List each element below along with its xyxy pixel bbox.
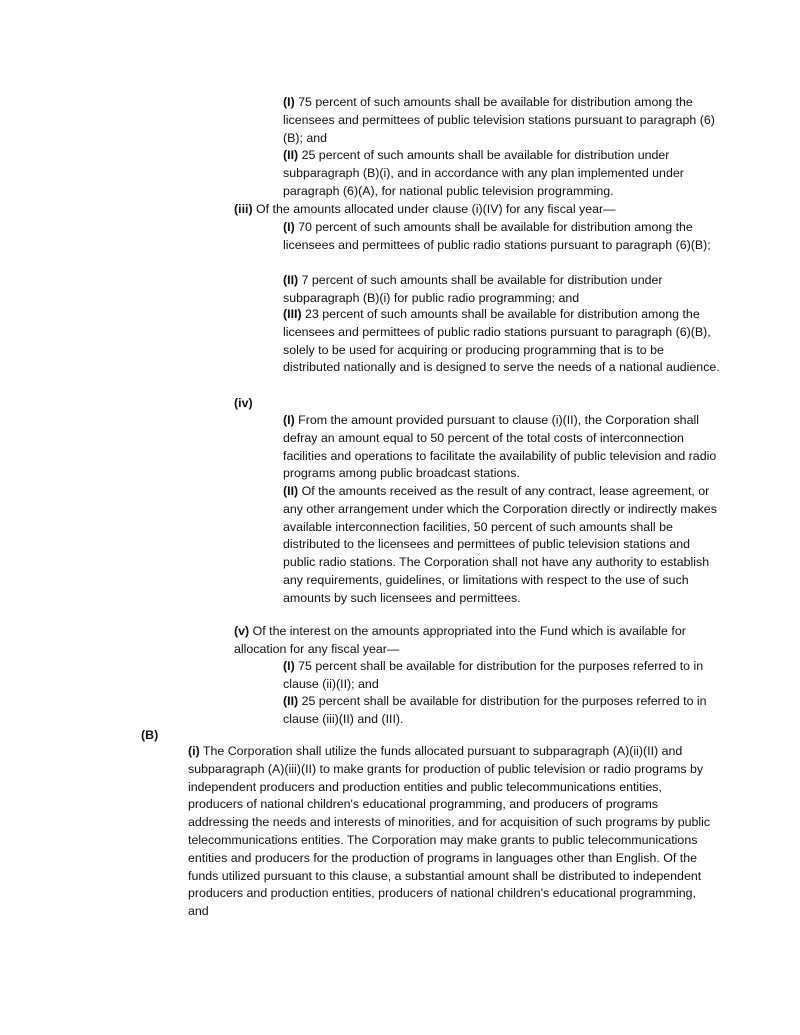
clause-iv-II bbox=[283, 483, 723, 608]
clause-ii-II bbox=[283, 147, 723, 200]
clause-text: 75 percent shall be available for distribution for the purposes referred to in clause (ii)(II); and bbox=[283, 659, 704, 691]
clause-text: The Corporation shall utilize the funds allocated pursuant to subparagraph (A)(ii)(II) and subparagraph (A)(iii)(II) to make grants for production of public television or radio programs by independent producers and production entities and public telecommunications entities, producers of national children's educational programming, and producers of programs addressing the needs and interests of minorities, and for acquisition of such programs by public telecommunications entities. The Corporation may make grants to public telecommunications entities and producers for the production of programs in languages other than English. Of the funds utilized pursuant to this clause, a substantial amount shall be distributed to independent producers and production entities, producers of national children's educational programming, and bbox=[188, 744, 711, 919]
clause-text: From the amount provided pursuant to clause (i)(II), the Corporation shall defray an amount equal to 50 percent of the total costs of interconnection facilities and operations to facilitate the availability of public television and radio programs among public broadcast stations. bbox=[283, 413, 717, 481]
clause-label: (II) bbox=[283, 694, 299, 708]
clause-label: (III) bbox=[283, 307, 302, 321]
clause-label: (iii) bbox=[234, 202, 253, 216]
clause-text: Of the amounts received as the result of any contract, lease agreement, or any other arrangement under which the Corporation directly or indirectly makes available interconnection facilities, 50 percent of such amounts shall be distributed to the licensees and permittees of public television stations and public radio stations. The Corporation shall not have any authority to establish any requirements, guidelines, or limitations with respect to the use of such amounts by such licensees and permittees. bbox=[283, 484, 717, 605]
clause-iii-I bbox=[283, 219, 723, 255]
clause-label: (iv) bbox=[234, 396, 253, 410]
clause-text: 75 percent of such amounts shall be available for distribution among the licensees and permittees of public television stations pursuant to paragraph (6)(B); and bbox=[283, 95, 715, 145]
clause-text: 70 percent of such amounts shall be available for distribution among the licensees and permittees of public radio stations pursuant to paragraph (6)(B); bbox=[283, 220, 711, 252]
clause-iv bbox=[234, 395, 714, 413]
clause-label: (i) bbox=[188, 744, 200, 758]
clause-label: (I) bbox=[283, 659, 295, 673]
clause-iii-II bbox=[283, 272, 723, 308]
clause-v-II bbox=[283, 693, 723, 729]
clause-iii bbox=[234, 201, 714, 219]
clause-label: (B) bbox=[141, 728, 159, 742]
clause-text: 23 percent of such amounts shall be available for distribution among the licensees and permittees of public radio stations pursuant to paragraph (6)(B), solely to be used for acquiring or producing programming that is to be distributed nationally and is designed to serve the needs of a national audience. bbox=[283, 307, 720, 375]
clause-label: (v) bbox=[234, 624, 250, 638]
clause-label: (II) bbox=[283, 273, 299, 287]
clause-label: (I) bbox=[283, 413, 295, 427]
clause-text: Of the interest on the amounts appropriated into the Fund which is available for allocation for any fiscal year— bbox=[234, 624, 686, 656]
clause-text: 7 percent of such amounts shall be available for distribution under subparagraph (B)(i) for public radio programming; and bbox=[283, 273, 663, 305]
clause-text: 25 percent shall be available for distribution for the purposes referred to in clause (iii)(II) and (III). bbox=[283, 694, 707, 726]
clause-label: (II) bbox=[283, 148, 299, 162]
clause-label: (II) bbox=[283, 484, 299, 498]
clause-iv-I bbox=[283, 412, 723, 483]
subparagraph-B bbox=[141, 727, 158, 745]
clause-ii-I bbox=[283, 94, 723, 147]
clause-v-I bbox=[283, 658, 723, 694]
clause-iii-III bbox=[283, 306, 723, 377]
clause-text: 25 percent of such amounts shall be available for distribution under subparagraph (B)(i), and in accordance with any plan implemented under paragraph (6)(A), for national public television programming. bbox=[283, 148, 684, 198]
subparagraph-B-i bbox=[188, 743, 718, 921]
clause-v bbox=[234, 623, 714, 659]
clause-text: Of the amounts allocated under clause (i)(IV) for any fiscal year— bbox=[252, 202, 616, 216]
clause-label: (I) bbox=[283, 220, 295, 234]
clause-label: (I) bbox=[283, 95, 295, 109]
